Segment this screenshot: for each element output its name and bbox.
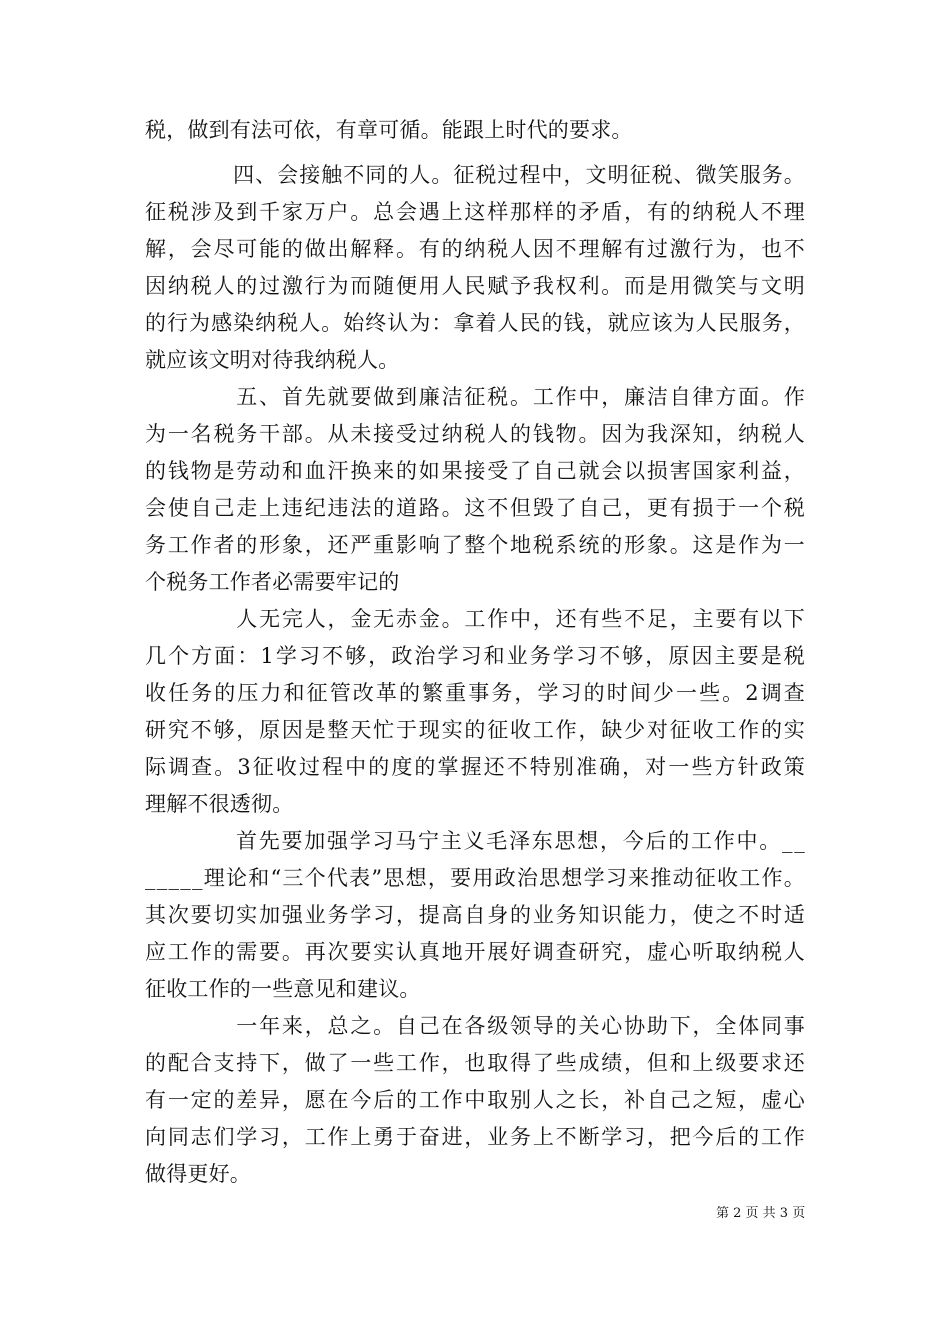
text-line: 其次要切实加强业务学习，提高自身的业务知识能力，使之不时适 [145,903,807,927]
text-line: 解，会尽可能的做出解释。有的纳税人因不理解有过激行为，也不 [145,237,807,261]
text-line: 应工作的需要。再次要实认真地开展好调查研究，虚心听取纳税人 [145,940,807,964]
text-line: 研究不够，原因是整天忙于现实的征收工作，缺少对征收工作的实 [145,718,807,742]
text-line: 向同志们学习，工作上勇于奋进，业务上不断学习，把今后的工作 [145,1125,807,1149]
text-line: 四、会接触不同的人。征税过程中，文明征税、微笑服务。 [145,163,806,187]
text-line: 的行为感染纳税人。始终认为：拿着人民的钱，就应该为人民服务， [145,311,806,335]
text-line: 的钱物是劳动和血汗换来的如果接受了自己就会以损害国家利益， [145,459,807,483]
text-line: 有一定的差异，愿在今后的工作中取别人之长，补自己之短，虚心 [145,1088,807,1112]
text-line: 几个方面：1学习不够，政治学习和业务学习不够，原因主要是税 [145,644,807,668]
text-line: 为一名税务干部。从未接受过纳税人的钱物。因为我深知，纳税人 [145,422,807,446]
text-line: 的配合支持下，做了一些工作，也取得了些成绩，但和上级要求还 [145,1051,807,1075]
text-line: 收任务的压力和征管改革的繁重事务，学习的时间少一些。2调查 [145,681,807,705]
text-line: 因纳税人的过激行为而随便用人民赋予我权利。而是用微笑与文明 [145,274,807,298]
text-line: 际调查。3征收过程中的度的掌握还不特别准确，对一些方针政策 [145,755,807,779]
text-line: 税，做到有法可依，有章可循。能跟上时代的要求。 [145,118,633,142]
text-line: 人无完人，金无赤金。工作中，还有些不足，主要有以下 [145,607,807,631]
text-line: 首先要加强学习马宁主义毛泽东思想，今后的工作中。__ [145,829,807,853]
text-line: 个税务工作者必需要牢记的 [145,570,400,594]
text-line: 会使自己走上违纪违法的道路。这不但毁了自己，更有损于一个税 [145,496,807,520]
text-line: 务工作者的形象，还严重影响了整个地税系统的形象。这是作为一 [145,533,807,557]
text-line: 做得更好。 [145,1162,251,1186]
text-line: 理解不很透彻。 [145,792,294,816]
text-line: 就应该文明对待我纳税人。 [145,348,400,372]
text-line: 五、首先就要做到廉洁征税。工作中，廉洁自律方面。作 [145,385,807,409]
page-number-footer: 第 2 页 共 3 页 [716,1206,806,1221]
text-line: _____理论和“三个代表”思想，要用政治思想学习来推动征收工作。 [145,866,807,890]
text-line: 一年来，总之。自己在各级领导的关心协助下，全体同事 [145,1014,807,1038]
text-line: 征收工作的一些意见和建议。 [145,977,421,1001]
text-line: 征税涉及到千家万户。总会遇上这样那样的矛盾，有的纳税人不理 [145,200,807,224]
